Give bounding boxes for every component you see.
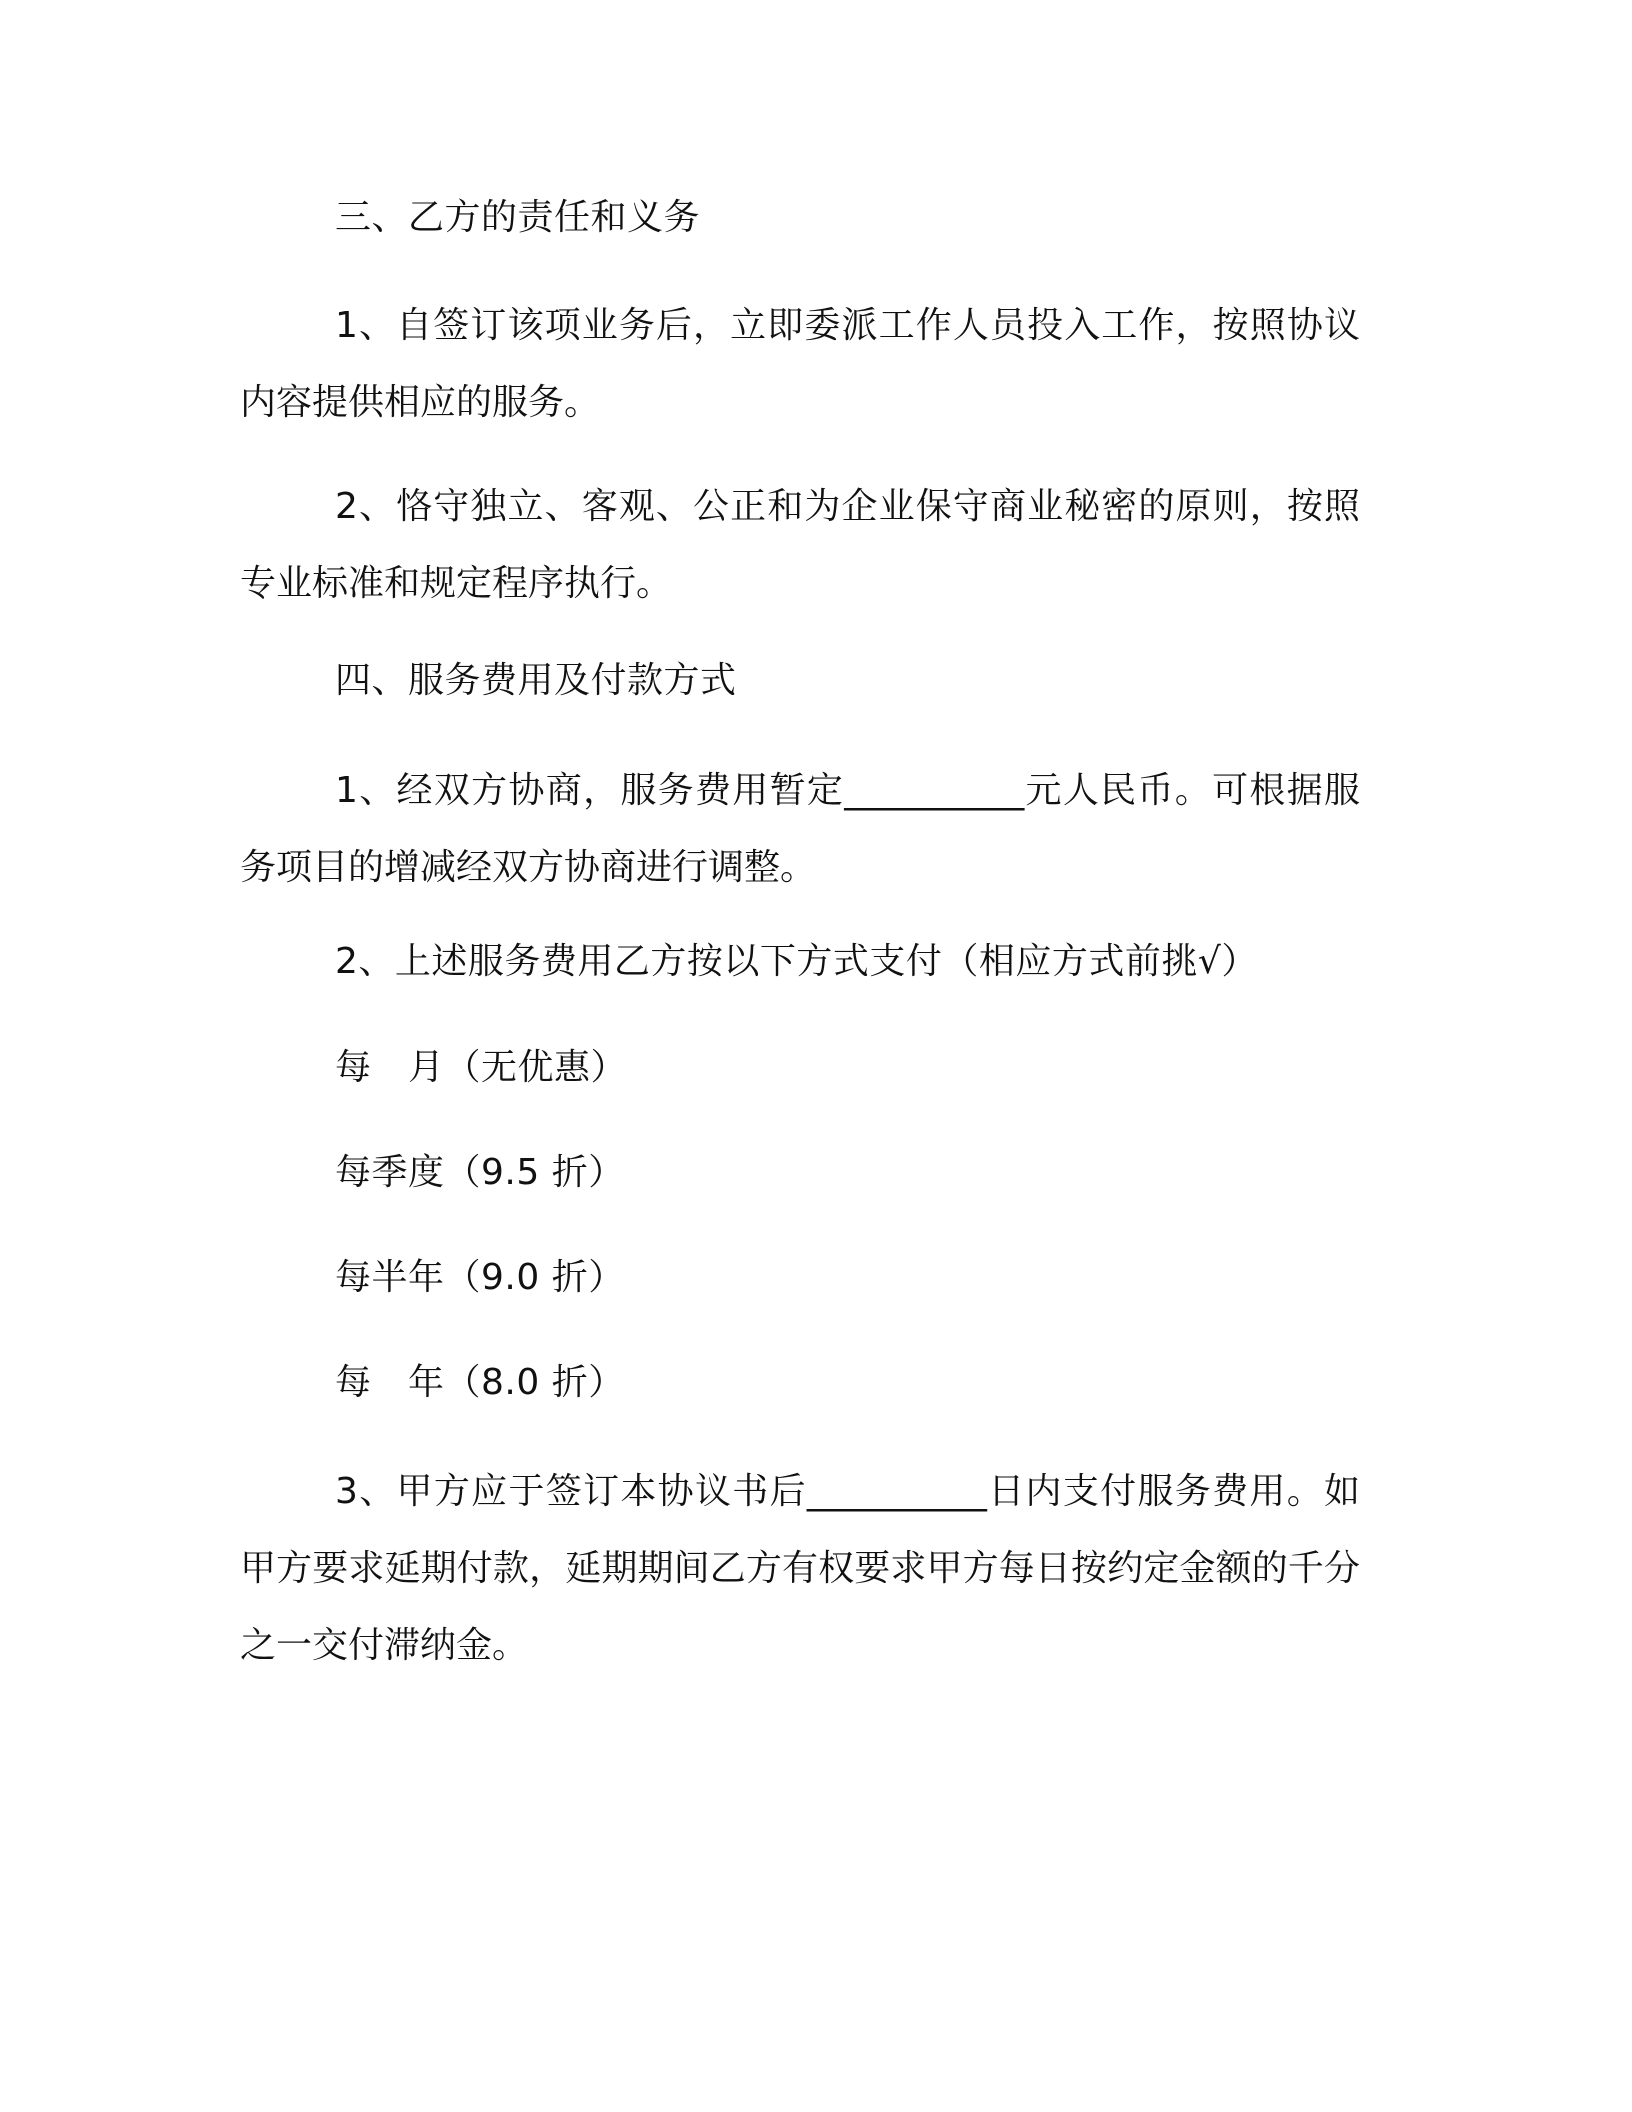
- payment-option-quarterly: 每季度（9.5 折）: [335, 1152, 625, 1193]
- section4-item1-paragraph: 1、经双方协商，服务费用暂定__________元人民币。可根据服务项目的增减经双方协商进行调整。: [240, 770, 1360, 888]
- section4-item2-text: 2、上述服务费用乙方按以下方式支付（相应方式前挑√）: [335, 941, 1258, 982]
- payment-option-monthly: 每 月（无优惠）: [335, 1047, 628, 1088]
- section3-item1-paragraph: 1、自签订该项业务后，立即委派工作人员投入工作，按照协议内容提供相应的服务。: [240, 305, 1360, 423]
- section3-heading: 三、乙方的责任和义务: [335, 197, 701, 238]
- payment-option-halfyear: 每半年（9.0 折）: [335, 1257, 625, 1298]
- payment-option-yearly: 每 年（8.0 折）: [335, 1362, 625, 1403]
- section4-heading: 四、服务费用及付款方式: [335, 660, 737, 701]
- section3-item2-paragraph: 2、恪守独立、客观、公正和为企业保守商业秘密的原则，按照专业标准和规定程序执行。: [240, 486, 1360, 604]
- section4-item3-paragraph: 3、甲方应于签订本协议书后__________日内支付服务费用。如甲方要求延期付款，延期期间乙方有权要求甲方每日按约定金额的千分之一交付滞纳金。: [240, 1471, 1360, 1666]
